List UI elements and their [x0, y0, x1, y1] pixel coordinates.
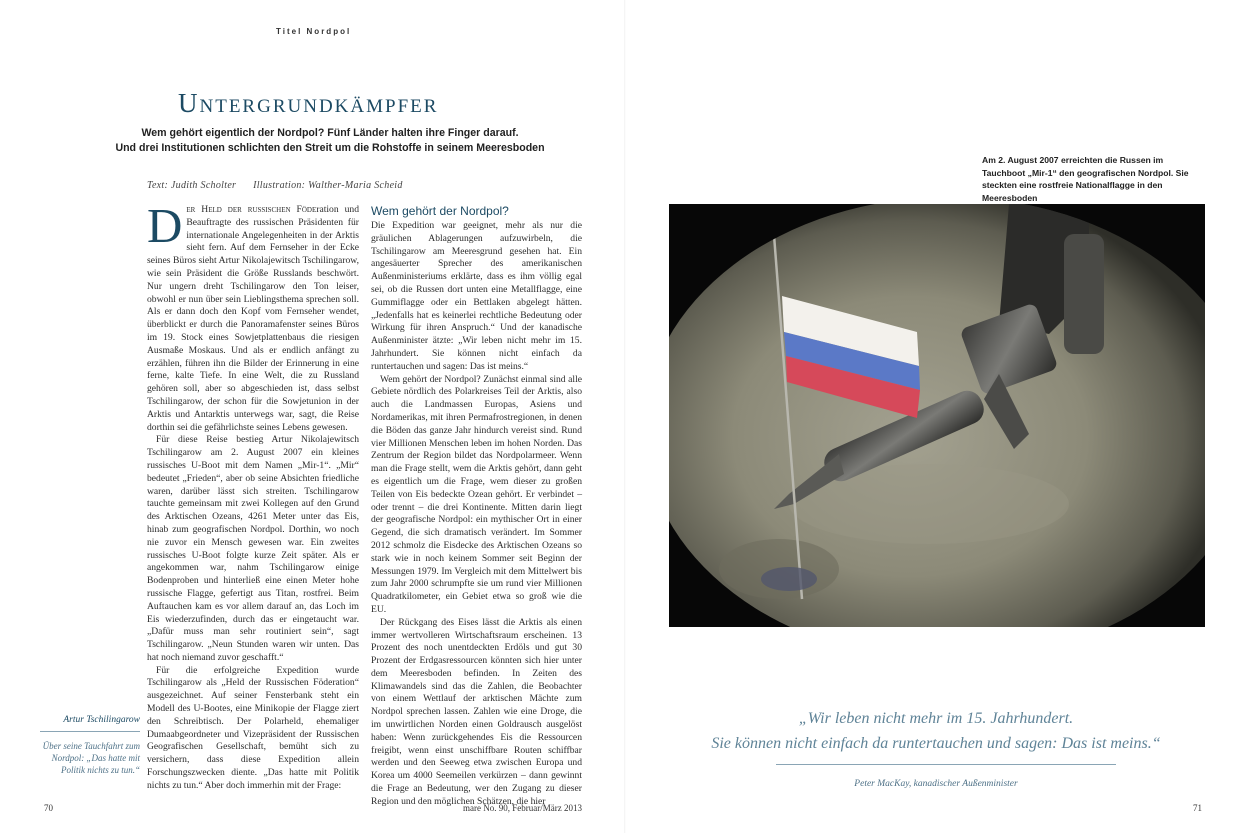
section-kicker: Titel Nordpol — [276, 27, 352, 36]
drop-cap: D — [147, 198, 183, 253]
byline — [147, 180, 417, 191]
pull-quote-rule — [776, 764, 1116, 765]
gutter-shadow — [624, 0, 626, 833]
paragraph: Für die erfolgreiche Expedition wurde Tschilingarow als „Held der Russischen Föderation“ ausgezeichnet. Auf seiner Fensterbank steht ein Modell des U-Bootes, eine Minikopie der Flagge ziert den Schreibtisch. Der Polarheld, ehemaliger Dumaabgeordneter und Vizepräsident der Russischen Geografischen Gesellschaft, bemüht sich zu versichern, dass diese Expedition allein Forschungszwecken diente. „Das hatte mit Politik nichts zu tun.“ Aber doch immerhin mit der Frage: — [147, 664, 359, 791]
sidebar-quote: Über seine Tauchfahrt zum Nordpol: „Das hatte mit Politik nichts zu tun.“ — [42, 741, 140, 775]
subheading: Wem gehört der Nordpol? — [371, 204, 509, 218]
sidebar-name: Artur Tschilingarow — [63, 715, 140, 725]
article-column-2 — [371, 204, 582, 807]
page-number-right: 71 — [1193, 803, 1202, 813]
page-number-left: 70 — [44, 803, 53, 813]
article-column-1 — [147, 198, 360, 794]
paragraph: Wem gehört der Nordpol? Zunächst einmal sind alle Gebiete nördlich des Polarkreises Teil der Arktis, also auch die Landmassen Europas, Asiens und Nordamerikas, mit ihren Permafrostregionen, in denen die Böden das ganze Jahr hindurch vereist sind. Rund vier Millionen Menschen leben im hohen Norden. Das Zentrum der Region bildet das Nordpolarmeer. Wenn man die Frage stellt, wem die Arktis gehört, dann geht es eigentlich um die Frage, wem dieser zu großen Teilen von Eis bedeckte Ozean gehört. Er verbindet – oder trennt – die drei Kontinente. Mitten darin liegt der geografische Nordpol: ein mythischer Ort in einer Gegend, die sich dramatisch verändert. Im Sommer 2012 schmolz die Eisdecke des Arktischen Ozeans so stark wie in noch keinem Sommer seit Beginn der Messungen 1979. Im Vergleich mit dem Mittelwert bis zum Jahr 2000 schrumpfte sie um rund vier Millionen Quadratkilometer, ein Gebiet etwa so groß wie die EU. — [371, 373, 582, 615]
paragraph: Der Rückgang des Eises lässt die Arktis als einen immer wertvolleren Wirtschaftsraum erscheinen. 13 Prozent des noch unentdeckten Erdöls und gut 30 Prozent der Erdgasressourcen könnten sich hier unter dem Meeresboden befinden. In Zeiten des Klimawandels sind das die Zahlen, die Beobachter von einem Wettlauf der arktischen Mächte zum Nordpol sprechen lassen. Zahlen wie eine Droge, die im unwirtlichen Norden einen Goldrausch ausgelöst haben: Wenn zurückgehendes Eis die Ressourcen freigibt, wenn einst unschiffbare Routen schiffbar werden und den Seeweg etwa zwischen Europa und Korea um 4000 Seemeilen verkürzen – dann gewinnt die Frage an Bedeutung, wer den Zugang zu dieser Region und den möglichen Schätzen, die hier — [371, 616, 582, 807]
photo-flag-on-seafloor — [669, 204, 1205, 627]
paragraph — [147, 198, 360, 434]
paragraph: Für diese Reise bestieg Artur Nikolajewitsch Tschilingarow am 2. August 2007 ein kleines russisches U-Boot mit dem Namen „Mir-1“. „Mir“ bedeutet „Frieden“, aber ob seine Absichten friedliche waren, darüber lässt sich streiten. Tschilingarow tauchte gemeinsam mit zwei Kollegen auf den Grund des Arktischen Ozeans, 4261 Meter unter das Eis, hinab zum geografischen Nordpol. Dorthin, wo noch nie zuvor ein Mensch gewesen war. Ein zweites russisches U-Boot folgte kurze Zeit später. Als er angekommen war, nahm Tschilingarow einige Bodenproben und hinterließ eine einen Meter hohe russische Flagge, gefertigt aus Titan, rostfrei. Beim Auftauchen kam es vor allem darauf an, das Loch im Eis wiederzufinden, durch das er eingetaucht war. „Dafür muss man sehr routiniert sein“, sagt Tschilingarow. „Neun Stunden waren wir unten. Das hat noch niemand zuvor geschafft.“ — [147, 434, 359, 663]
pull-quote-line-1: „Wir leben nicht mehr im 15. Jahrhundert. — [798, 710, 1074, 727]
pull-quote-attribution: Peter MacKay, kanadischer Außenminister — [854, 779, 1018, 789]
pull-quote-line-2: Sie können nicht einfach da runtertauchen und sagen: Das ist meins.“ — [711, 735, 1161, 752]
pull-quote — [676, 706, 1196, 756]
author-credit: Text: Judith Scholter — [147, 180, 237, 191]
photo-illustration — [669, 204, 1205, 627]
sidebar-rule — [40, 731, 140, 732]
deck — [0, 126, 660, 156]
illustration-credit: Illustration: Walther-Maria Scheid — [253, 180, 403, 191]
lead-in: er Held der russischen Föde — [186, 204, 317, 215]
paragraph-text: ration und Beauftragte des russischen Präsidenten für internationale Angelegenheiten in der Arktis sieht fern. Auf dem Fernseher in der Ecke seines Büros sieht Artur Nikolajewitsch Tschilingarow, wie sein Präsident die Größe Russlands beschwört. Nur ungern dreht Tschilingarow den Ton leiser, obwohl er nun über sein Lieblingsthema sprechen soll. Als er dann doch den Kopf vom Fernseher wendet, überblickt er durch die Panoramafenster seines Büros im 19. Stock eines Sowjetplattenbaus die riesigen Ausmaße Moskaus. Und als er endlich anfängt zu erzählen, führen ihn die Bilder der Erinnerung in eine ferne, kalte Tiefe. In eine Welt, die zu Russland gehören soll, aber so abgeschieden ist, dass selbst Tschilingarow, der schon für die Sowjetunion in der Arktis und Antarktis unterwegs war, sagt, die Reise dorthin sei die gefährlichste seines Lebens gewesen. — [147, 204, 360, 433]
paragraph: Die Expedition war geeignet, mehr als nur die gräulichen Ablagerungen aufzuwirbeln, die Tschilingarow am Meeresgrund gesehen hat. Ein angesäuerter Sprecher des amerikanischen Außenministeriums erklärte, dass es ihm völlig egal sei, ob die Russen dort unten eine Metallflagge, eine Gummiflagge oder ein Bettlaken abgelegt hätten. „Jedenfalls hat es keinerlei rechtliche Bedeutung oder Wirkung für ihren Anspruch.“ Und der kanadische Außenminister ätzte: „Wir leben nicht mehr im 15. Jahrhundert. Sie können nicht einfach da runtertauchen und sagen: Das ist meins.“ — [371, 220, 582, 372]
deck-line-1: Wem gehört eigentlich der Nordpol? Fünf Länder halten ihre Finger darauf. — [141, 127, 519, 139]
photo-caption: Am 2. August 2007 erreichten die Russen im Tauchboot „Mir-1“ den geografischen Nordpol. Sie steckten eine rostfreie Nationalflagge in den Meeresboden — [982, 155, 1189, 203]
deck-line-2: Und drei Institutionen schlichten den Streit um die Rohstoffe in seinem Meeresboden — [115, 142, 545, 154]
headline: Untergrundkämpfer — [178, 88, 439, 118]
issue-line: mare No. 90, Februar/März 2013 — [463, 803, 582, 813]
